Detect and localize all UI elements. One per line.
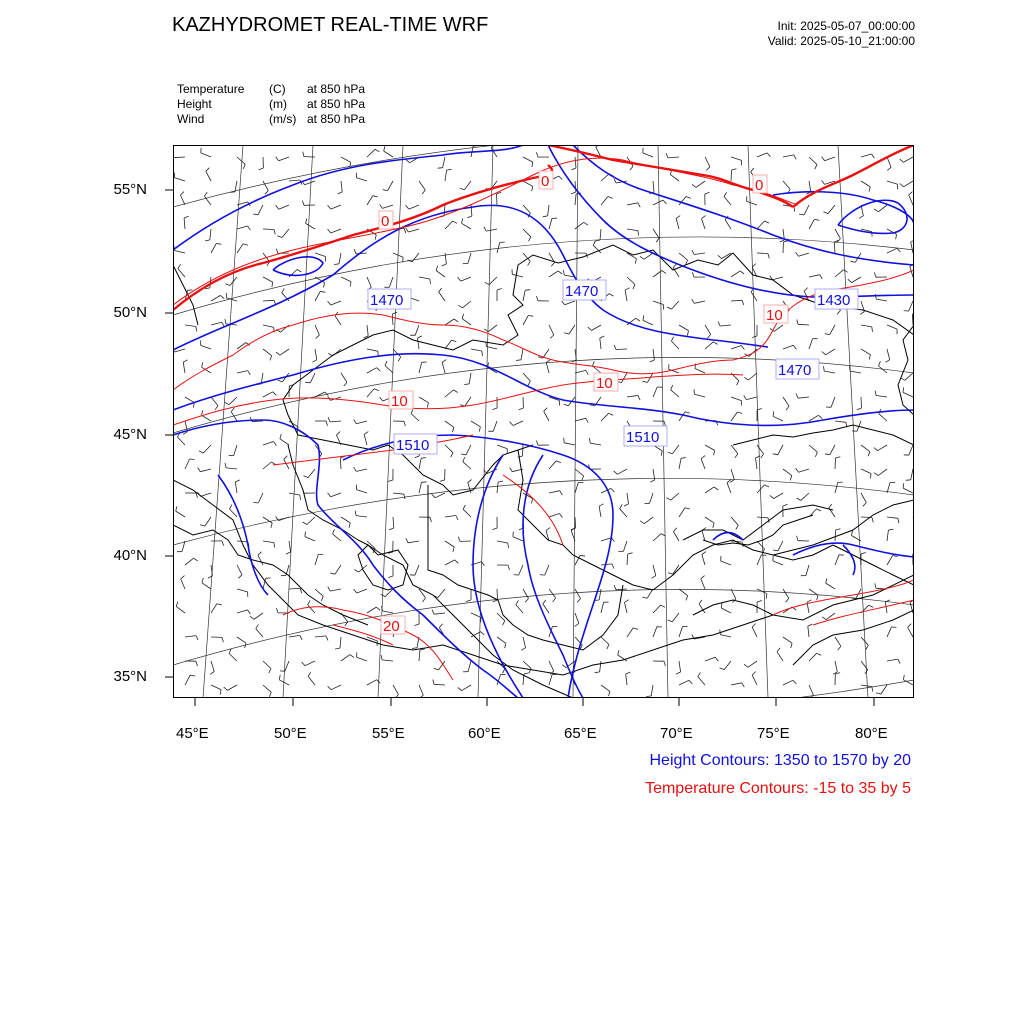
temperature-label: 20: [383, 618, 400, 635]
map-title: KAZHYDROMET REAL-TIME WRF: [172, 14, 489, 36]
lat-label-55n: 55°N: [113, 181, 147, 198]
field-level: at 850 hPa: [307, 97, 366, 111]
temperature-label: 10: [766, 307, 783, 324]
field-unit: (m): [269, 97, 287, 111]
field-name: Height: [177, 97, 212, 111]
field-temperature: [177, 82, 365, 96]
lon-label-65e: 65°E: [564, 725, 597, 742]
temperature-contour-info: Temperature Contours: -15 to 35 by 5: [645, 780, 911, 797]
temperature-label: 10: [391, 393, 408, 410]
axis-ticks: [150, 140, 940, 740]
lon-label-80e: 80°E: [855, 725, 888, 742]
lat-label-45n: 45°N: [113, 426, 147, 443]
field-unit: (C): [269, 82, 286, 96]
field-wind: [177, 112, 365, 126]
lon-label-60e: 60°E: [468, 725, 501, 742]
lon-label-50e: 50°E: [274, 725, 307, 742]
height-contour-info: Height Contours: 1350 to 1570 by 20: [649, 752, 911, 769]
temperature-label: 10: [596, 375, 613, 392]
lat-label-35n: 35°N: [113, 668, 147, 685]
lon-label-55e: 55°E: [372, 725, 405, 742]
forecast-times: [768, 19, 915, 49]
height-label: 1470: [370, 292, 404, 309]
field-name: Temperature: [177, 82, 245, 96]
height-label: 1510: [396, 437, 430, 454]
lat-label-50n: 50°N: [113, 304, 147, 321]
height-label: 1510: [626, 429, 660, 446]
field-unit: (m/s): [269, 112, 297, 126]
temperature-label: 0: [381, 213, 390, 230]
lon-label-45e: 45°E: [176, 725, 209, 742]
height-label: 1470: [565, 283, 599, 300]
temperature-label: 0: [755, 177, 764, 194]
lon-label-75e: 75°E: [757, 725, 790, 742]
field-height: [177, 97, 365, 111]
lon-label-70e: 70°E: [660, 725, 693, 742]
init-time: Init: 2025-05-07_00:00:00: [777, 19, 915, 33]
field-level: at 850 hPa: [307, 82, 366, 96]
height-label: 1430: [817, 292, 851, 309]
height-label: 1470: [778, 362, 812, 379]
temperature-label: 0: [541, 173, 550, 190]
field-name: Wind: [177, 112, 205, 126]
lat-label-40n: 40°N: [113, 547, 147, 564]
field-level: at 850 hPa: [307, 112, 366, 126]
valid-time: Valid: 2025-05-10_21:00:00: [767, 34, 915, 48]
